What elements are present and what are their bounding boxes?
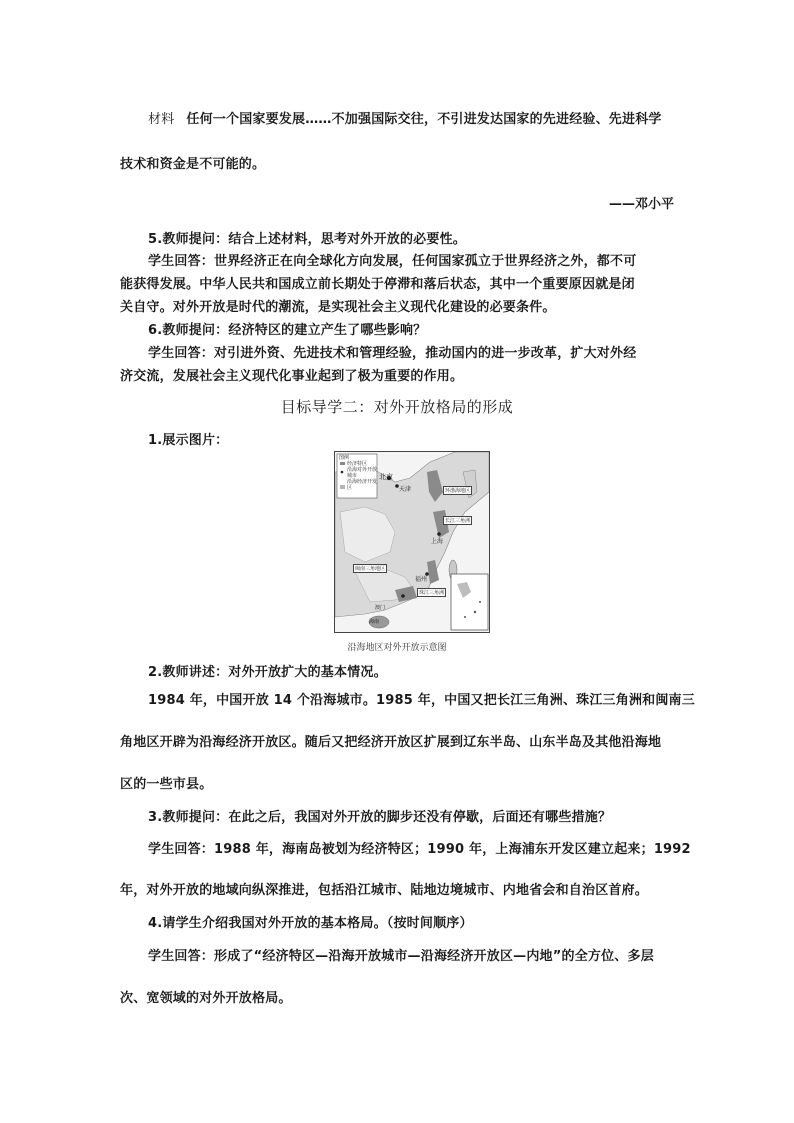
q6-answer-line-1: 学生回答：对引进外资、先进技术和管理经验，推动国内的进一步改革，扩大对外经 bbox=[148, 346, 637, 361]
map-label-hainan: 海南 bbox=[369, 619, 380, 625]
q6-question: 6.教师提问：经济特区的建立产生了哪些影响？ bbox=[148, 323, 427, 338]
q5-answer-line-1: 学生回答：世界经济正在向全球化方向发展，任何国家孤立于世界经济之外，都不可 bbox=[148, 254, 637, 269]
q5-answer-line-3: 关自守。对外开放是时代的潮流，是实现社会主义现代化建设的必要条件。 bbox=[120, 300, 556, 315]
show-picture-label: 1.展示图片： bbox=[148, 433, 229, 448]
q3-answer-line-1: 学生回答：1988 年，海南岛被划为经济特区；1990 年，上海浦东开发区建立起来；1992 bbox=[148, 842, 691, 857]
map-label-macau: 澳门 bbox=[375, 605, 386, 611]
section-title: 目标导学二：对外开放格局的形成 bbox=[280, 398, 514, 416]
q5-answer-line-2: 能获得发展。中华人民共和国成立前长期处于停滞和落后状态，其中一个重要原因就是闭 bbox=[120, 277, 635, 292]
material-label: 材料 bbox=[148, 112, 175, 127]
coastal-opening-map bbox=[334, 451, 490, 633]
q6-answer-line-2: 济交流，发展社会主义现代化事业起到了极为重要的作用。 bbox=[120, 369, 464, 384]
material-attribution: ——邓小平 bbox=[608, 197, 674, 212]
map-legend-item: 沿海经济开发区 bbox=[347, 479, 378, 491]
map-label-fuzhou: 福州 bbox=[415, 576, 428, 583]
map-label-tianjin: 天津 bbox=[399, 486, 412, 493]
teacher2-line-1: 1984 年，中国开放 14 个沿海城市。1985 年，中国又把长江三角洲、珠江三角洲和闽南三 bbox=[148, 693, 695, 708]
q3-question: 3.教师提问：在此之后，我国对外开放的脚步还没有停歇，后面还有哪些措施？ bbox=[148, 810, 612, 825]
map-legend bbox=[339, 455, 377, 491]
map-caption: 沿海地区对外开放示意图 bbox=[347, 643, 447, 653]
map-label-bohai: 环渤海地区 bbox=[445, 488, 471, 494]
q5-question: 5.教师提问：结合上述材料，思考对外开放的必要性。 bbox=[148, 232, 466, 247]
map-legend-item: 沿海对外开放城市 bbox=[347, 467, 378, 479]
teacher2-heading: 2.教师讲述：对外开放扩大的基本情况。 bbox=[148, 665, 387, 680]
q3-answer-line-2: 年，对外开放的地域向纵深推进，包括沿江城市、陆地边境城市、内地省会和自治区首府。 bbox=[120, 883, 649, 898]
map-label-shanghai: 上海 bbox=[431, 538, 444, 545]
map-label-beijing: 北京 bbox=[379, 473, 393, 481]
map-label-zhujiang: 珠江三角洲 bbox=[419, 590, 445, 596]
q4-answer-line-1: 学生回答：形成了“经济特区—沿海开放城市—沿海经济开放区—内地”的全方位、多层 bbox=[148, 949, 654, 964]
map-label-changjiang: 长江三角洲 bbox=[445, 518, 471, 524]
q4-answer-line-2: 次、宽领域的对外开放格局。 bbox=[120, 991, 292, 1006]
material-line-1 bbox=[0, 108, 794, 127]
teacher2-line-3: 区的一些市县。 bbox=[120, 777, 213, 792]
map-legend-item: 经济特区 bbox=[347, 461, 368, 467]
material-text: 任何一个国家要发展……不加强国际交往，不引进发达国家的先进经验、先进科学 bbox=[186, 112, 662, 127]
teacher2-line-2: 角地区开辟为沿海经济开放区。随后又把经济开放区扩展到辽东半岛、山东半岛及其他沿海地 bbox=[120, 735, 662, 750]
map-legend-title: 图例 bbox=[339, 455, 350, 461]
map-label-minnan: 闽南三角地区 bbox=[355, 566, 386, 572]
material-line-2: 技术和资金是不可能的。 bbox=[120, 157, 266, 172]
q4-question: 4.请学生介绍我国对外开放的基本格局。（按时间顺序） bbox=[148, 916, 473, 931]
